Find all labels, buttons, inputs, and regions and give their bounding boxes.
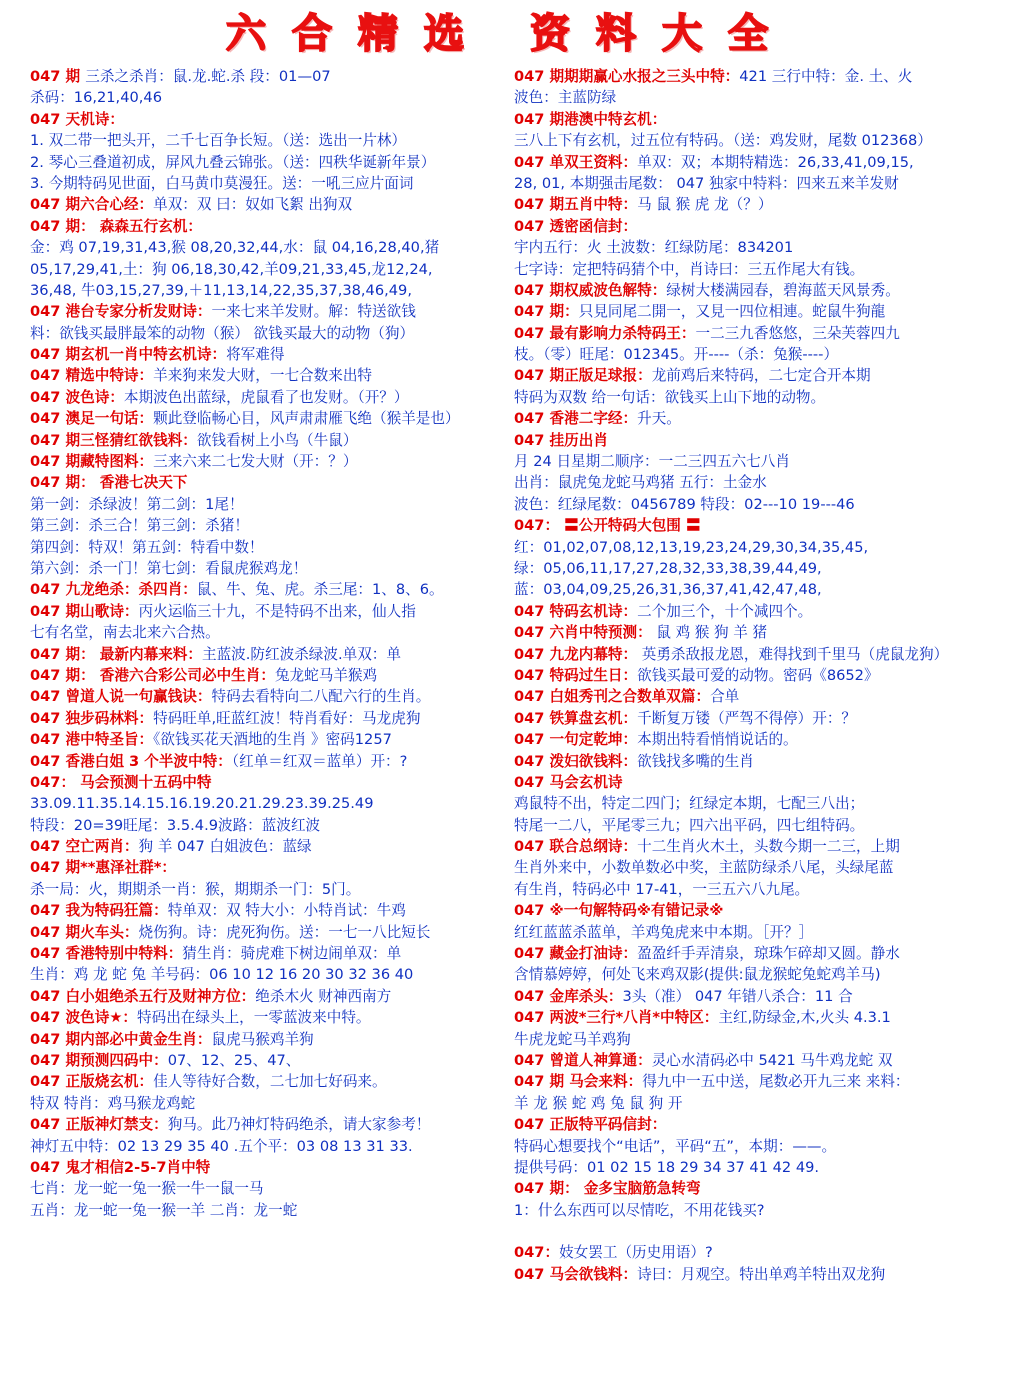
- tip-text: 颗此登临畅心目，风声肃肃雁飞绝（猴羊是也）: [153, 410, 460, 428]
- tip-line: [514, 1242, 992, 1263]
- tip-text: 欲钱找多嘴的生肖: [637, 752, 754, 770]
- tip-heading: 047 特码玄机诗：: [514, 602, 638, 620]
- tip-text: 灵心水清码必中 5421 马牛鸡龙蛇 双: [651, 1051, 893, 1069]
- tip-text: 升天。: [637, 410, 681, 428]
- tip-heading: 047 六肖中特预测：: [514, 624, 652, 642]
- tip-heading: 047 白姐秀刊之合数单双篇：: [514, 688, 711, 706]
- tip-heading: 047 期期期赢心水报之三头中特：: [514, 68, 740, 85]
- tip-line: [514, 622, 992, 643]
- tip-line: [30, 323, 502, 344]
- tip-text: 牛虎龙蛇马羊鸡狗: [514, 1030, 631, 1048]
- tip-heading: 047 波色诗：: [30, 388, 124, 406]
- tip-text: 一来七来羊发财。解：特送欲钱: [211, 303, 416, 321]
- tip-text: 鼠、牛、兔、虎。杀三尾：1、8、6。: [196, 581, 444, 599]
- tip-line: [514, 686, 992, 707]
- tip-line: [30, 1178, 502, 1199]
- tip-line: [30, 922, 502, 943]
- tip-heading: 047 曾道人神算通：: [514, 1051, 652, 1069]
- tip-text: 金：鸡 07,19,31,43,猴 08,20,32,44,水：鼠 04,16,28,40,猪: [30, 239, 440, 257]
- tip-heading: 047 ※一句解特码※有错记录※: [514, 902, 724, 920]
- tip-heading: 047 澳足一句话：: [30, 410, 154, 428]
- tip-text: 枝。（零）旺尾：012345。开----（杀：兔猴----）: [514, 346, 839, 364]
- tip-line: [514, 1200, 992, 1221]
- tip-line: [30, 365, 502, 386]
- tip-line: [30, 1200, 502, 1221]
- tip-heading: 047 期正版足球报：: [514, 367, 652, 385]
- tip-text: 妓女罢工（历史用语）?: [559, 1244, 713, 1262]
- tip-line: [30, 793, 502, 814]
- tip-line: [514, 857, 992, 878]
- tip-text: 波色：红绿尾数：0456789 特段：02---10 19---46: [514, 495, 855, 513]
- tip-line: [30, 686, 502, 707]
- tip-text: 主蓝波.防红波杀绿波.单双：单: [201, 645, 401, 663]
- tip-line: [514, 729, 992, 750]
- tip-line: [30, 1007, 502, 1028]
- tip-heading: 047 鬼才相信2-5-7肖中特: [30, 1158, 211, 1176]
- tip-heading: 047 马会欲钱料：: [514, 1265, 638, 1283]
- tip-heading: 047 香港特别中特料：: [30, 945, 183, 963]
- tip-text: 狗马。此乃神灯特码绝杀，请大家参考！: [167, 1116, 431, 1134]
- tip-heading: 047 期六合心经：: [30, 196, 154, 214]
- tip-line: [514, 751, 992, 772]
- tip-text: 33.09.11.35.14.15.16.19.20.21.29.23.39.25.49: [30, 795, 374, 813]
- tip-heading: 047 期港澳中特玄机：: [514, 110, 667, 128]
- tip-heading: 047 期火车头：: [30, 923, 139, 941]
- tip-text: 诗曰：月观空。特出单鸡羊特出双龙狗: [637, 1265, 886, 1283]
- tip-heading: 047 期： 森森五行玄机：: [30, 217, 202, 235]
- tip-text: 含情慕婷婷，何处飞来鸡双影(提供:鼠龙猴蛇兔蛇鸡羊马): [514, 966, 881, 984]
- tip-text: 本期波色出蓝绿，虎鼠看了也发财。（开？）: [123, 388, 409, 406]
- tip-text: 生肖：鸡 龙 蛇 兔 羊号码：06 10 12 16 20 30 32 36 40: [30, 966, 414, 984]
- tip-line: [514, 537, 992, 558]
- tip-text: 421 三行中特：金. 土、火: [739, 68, 913, 85]
- tip-text: 蓝：03,04,09,25,26,31,36,37,41,42,47,48,: [514, 581, 822, 599]
- tip-text: 特码为双数 给一句话：欲钱买上山下地的动物。: [514, 388, 826, 406]
- tip-heading: 047 泼妇欲钱料：: [514, 752, 638, 770]
- tip-line: [30, 665, 502, 686]
- tip-line: [514, 879, 992, 900]
- tip-heading: 047 期： 最新内幕来料：: [30, 645, 202, 663]
- tip-line: [30, 387, 502, 408]
- tip-line: [514, 194, 992, 215]
- tip-text: 欲钱看树上小鸟（牛鼠）: [196, 431, 358, 449]
- tip-line: [30, 515, 502, 536]
- tip-line: [30, 622, 502, 643]
- left-column: [30, 66, 502, 1384]
- tip-text: 1：什么东西可以尽情吃，不用花钱买?: [514, 1201, 765, 1219]
- tip-line: [514, 430, 992, 451]
- tip-line: [514, 1157, 992, 1178]
- tip-text: 三来六来二七发大财（开：？）: [153, 453, 358, 471]
- tip-text: 第四剑：特双！第五剑：特看中数！: [30, 538, 264, 556]
- tip-heading: 047 期五肖中特：: [514, 196, 638, 214]
- tip-heading: 047 期权威波色解特：: [514, 281, 667, 299]
- tip-text: 鼠 鸡 猴 狗 羊 猪: [651, 624, 768, 642]
- tip-heading: 047 期： 金多宝脑筋急转弯: [514, 1180, 701, 1198]
- tip-text: 七字诗：定把特码猜个中，肖诗曰：三五作尾大有钱。: [514, 260, 865, 278]
- tip-text: 《欲钱买花天酒地的生肖 》密码1257: [153, 731, 392, 749]
- tip-line: [30, 301, 502, 322]
- tip-text: 特段：20=39旺尾：3.5.4.9波路：蓝波红波: [30, 816, 321, 834]
- tip-text: 七有名堂，南去北来六合热。: [30, 624, 220, 642]
- tip-line: [30, 259, 502, 280]
- tip-line: [30, 857, 502, 878]
- tip-heading: 047 期 马会来料：: [514, 1073, 643, 1091]
- tip-heading: 047 曾道人说一句赢钱诀：: [30, 688, 212, 706]
- tip-line: [514, 1029, 992, 1050]
- tip-line: [514, 943, 992, 964]
- tip-text: 七肖：龙一蛇一兔一猴一牛一鼠一马: [30, 1180, 264, 1198]
- tip-line: [30, 644, 502, 665]
- tip-heading: 047 期内部必中黄金生肖：: [30, 1030, 212, 1048]
- tip-heading: 047 香港白姐 3 个半波中特：: [30, 752, 232, 770]
- tip-text: 月 24 日星期二顺序：一二三四五六七八肖: [514, 453, 790, 471]
- tip-heading: 047 特码过生日：: [514, 666, 638, 684]
- tip-line: [30, 472, 502, 493]
- tip-line: [514, 259, 992, 280]
- tip-line: [514, 451, 992, 472]
- tip-line: [514, 579, 992, 600]
- tip-text: 特码去看特向二八配六行的生肖。: [211, 688, 431, 706]
- tip-line: [30, 601, 502, 622]
- tip-heading: 047 期预测四码中：: [30, 1051, 168, 1069]
- tip-line: [514, 1114, 992, 1135]
- tip-line: [30, 815, 502, 836]
- tip-heading: 047 精选中特诗：: [30, 367, 154, 385]
- tip-text: 料：欲钱买最胖最笨的动物（猴） 欲钱买最大的动物（狗）: [30, 324, 415, 342]
- tip-line: [514, 1221, 992, 1242]
- tip-line: [514, 494, 992, 515]
- tip-text: 绿树大楼满园春，碧海蓝天风景秀。: [666, 281, 900, 299]
- tip-line: [514, 815, 992, 836]
- tip-line: [514, 1007, 992, 1028]
- tip-heading: 047 白小姐绝杀五行及财神方位：: [30, 987, 256, 1005]
- tip-line: [30, 900, 502, 921]
- tip-text: 第三剑：杀三合！第三剑：杀猪！: [30, 517, 249, 535]
- tip-text: 千断复万镂（严驾不得停）开：？: [637, 709, 857, 727]
- tip-text: 龙前鸡后来特码，二七定合开本期: [651, 367, 871, 385]
- tip-line: [30, 451, 502, 472]
- tip-heading: 047 马会玄机诗: [514, 773, 623, 791]
- tip-text: 欲钱买最可爱的动物。密码《8652》: [637, 666, 879, 684]
- tip-text: 狗 羊 047 白姐波色：蓝绿: [138, 838, 312, 856]
- tip-heading: 047： 马会预测十五码中特: [30, 773, 212, 791]
- tip-line: [30, 964, 502, 985]
- tip-line: [30, 751, 502, 772]
- tip-line: [514, 558, 992, 579]
- tip-text: 一二三九香悠悠，三朵芙蓉四九: [695, 324, 900, 342]
- tip-line: [30, 66, 502, 87]
- tip-line: [514, 922, 992, 943]
- tip-text: 合单: [710, 688, 740, 706]
- tip-text: 生肖外来中，小数单数必中奖，主蓝防绿杀八尾，头绿尾蓝: [514, 859, 894, 877]
- tip-text: 杀一局：火，期期杀一肖：猴，期期杀一门：5门。: [30, 880, 361, 898]
- tip-text: 出肖：鼠虎兔龙蛇马鸡猪 五行：土金水: [514, 474, 767, 492]
- tip-line: [514, 344, 992, 365]
- tip-heading: 047 正版神灯禁支：: [30, 1116, 168, 1134]
- tip-text: 佳人等待好合数，二七加七好码来。: [153, 1073, 387, 1091]
- tip-line: [514, 601, 992, 622]
- tip-line: [514, 900, 992, 921]
- tip-text: 英勇杀敌报龙恩，难得找到千里马（虎鼠龙狗）: [637, 645, 949, 663]
- tip-line: [30, 836, 502, 857]
- tip-text: 盈盈纤手弄清泉，琼珠乍碎却又圆。静水: [637, 945, 900, 963]
- tip-line: [30, 109, 502, 130]
- tip-text: 红：01,02,07,08,12,13,19,23,24,29,30,34,35,45,: [514, 538, 869, 556]
- tip-line: [514, 986, 992, 1007]
- tip-line: [514, 216, 992, 237]
- tip-text: 绿：05,06,11,17,27,28,32,33,38,39,44,49,: [514, 559, 822, 577]
- tip-text: 3头（准） 047 年错八杀合：11 合: [622, 987, 853, 1005]
- tip-line: [30, 708, 502, 729]
- tip-line: [30, 1114, 502, 1135]
- tip-text: 05,17,29,41,土：狗 06,18,30,42,羊09,21,33,45,龙12,24,: [30, 260, 433, 278]
- tip-text: 特码出在绿头上，一零蓝波来中特。: [137, 1009, 371, 1027]
- tip-line: [514, 387, 992, 408]
- tip-text: 特码旺单,旺蓝红波！特肖看好：马龙虎狗: [153, 709, 421, 727]
- tip-text: 马 鼠 猴 虎 龙（？）: [637, 196, 773, 214]
- tip-line: [30, 494, 502, 515]
- tip-text: 28, 01, 本期强击尾数： 047 独家中特料：四来五来羊发财: [514, 174, 899, 192]
- tip-text: 单双：双 曰：奴如飞絮 出狗双: [153, 196, 353, 214]
- page-title: 六合精选 资料大全: [226, 10, 794, 57]
- tip-heading: 047 期: [30, 68, 86, 85]
- tip-heading: 047 正版特平码信封：: [514, 1116, 667, 1134]
- tip-heading: 047 我为特码狂篇：: [30, 902, 168, 920]
- tip-line: [514, 472, 992, 493]
- tip-text: 07、12、25、47、: [167, 1051, 301, 1069]
- tip-line: [30, 1071, 502, 1092]
- tip-text: 红红蓝蓝杀蓝单，羊鸡兔虎来中本期。［开？］: [514, 923, 814, 941]
- tip-line: [514, 515, 992, 536]
- tip-line: [30, 173, 502, 194]
- tip-line: [514, 1093, 992, 1114]
- tip-text: 丙火运临三十九，不是特码不出来，仙人指: [138, 602, 416, 620]
- tip-line: [30, 1093, 502, 1114]
- tip-heading: 047 期玄机一肖中特玄机诗：: [30, 346, 227, 364]
- tip-text: 烧伤狗。诗：虎死狗伤。送：一七一八比短长: [138, 923, 431, 941]
- tip-line: [30, 537, 502, 558]
- tip-heading: 047 期：: [514, 303, 579, 321]
- tip-text: 三八上下有玄机，过五位有特码。（送：鸡发财，尾数 012368）: [514, 132, 932, 150]
- tip-text: 36,48, 牛03,15,27,39,＋11,13,14,22,35,37,38,46,49,: [30, 281, 412, 299]
- tip-line: [514, 109, 992, 130]
- tip-text: 绝杀木火 财神西南方: [255, 987, 392, 1005]
- tip-heading: 047 期： 香港六合彩公司必中生肖：: [30, 666, 275, 684]
- tip-line: [30, 1050, 502, 1071]
- tip-heading: 047 港中特圣旨：: [30, 731, 154, 749]
- tip-line: [30, 237, 502, 258]
- tip-heading: 047 期藏特图料：: [30, 453, 154, 471]
- tip-heading: 047 期三怪猜红欲钱料：: [30, 431, 197, 449]
- tip-line: [514, 87, 992, 108]
- tip-line: [514, 644, 992, 665]
- tip-text: 杀码：16,21,40,46: [30, 89, 162, 107]
- tip-line: [30, 986, 502, 1007]
- tip-line: [514, 152, 992, 173]
- tip-text: 3. 今期特码见世面，白马黄巾莫漫狂。送：一吼三应片面词: [30, 174, 414, 192]
- tip-heading: 047 藏金打油诗：: [514, 945, 638, 963]
- tip-line: [514, 1136, 992, 1157]
- tip-text: 十二生肖火木土，头数今期一二三，上期: [637, 838, 900, 856]
- tip-heading: 047 天机诗：: [30, 110, 124, 128]
- tip-line: [30, 216, 502, 237]
- tip-heading: 047 香港二字经：: [514, 410, 638, 428]
- tip-line: [514, 964, 992, 985]
- tip-heading: 047 正版烧玄机：: [30, 1073, 154, 1091]
- tip-text: 特码心想要找个“电话”，平码“五”，本期：——。: [514, 1137, 837, 1155]
- tip-heading: 047 最有影响力杀特码王：: [514, 324, 696, 342]
- tip-heading: 047 期： 香港七决天下: [30, 474, 188, 492]
- tip-text: 将军难得: [226, 346, 285, 364]
- tip-text: 提供号码：01 02 15 18 29 34 37 41 42 49.: [514, 1158, 820, 1176]
- tip-text: 羊 龙 猴 蛇 鸡 兔 鼠 狗 开: [514, 1094, 683, 1112]
- tip-text: 只見同尾二開一，又見一四位相連。蛇鼠牛狗龍: [578, 303, 886, 321]
- tip-text: 特双 特肖：鸡马猴龙鸡蛇: [30, 1094, 196, 1112]
- right-column: [514, 66, 992, 1384]
- tip-text: 特单双：双 特大小：小特肖试：牛鸡: [167, 902, 406, 920]
- tip-text: 得九中一五中送，尾数必开九三来 来料：: [642, 1073, 910, 1091]
- tip-line: [514, 836, 992, 857]
- tip-line: [514, 301, 992, 322]
- tip-text: 2. 琴心三叠道初成，屏风九叠云锦张。（送：四秩华诞新年景）: [30, 153, 436, 171]
- tip-line: [30, 943, 502, 964]
- tip-line: [514, 1050, 992, 1071]
- tip-heading: 047 港台专家分析发财诗：: [30, 303, 212, 321]
- tip-text: 1. 双二带一把头开，二千七百争长短。（送：选出一片林）: [30, 132, 407, 150]
- tip-line: [30, 879, 502, 900]
- tip-heading: 047 期山歌诗：: [30, 602, 139, 620]
- tip-heading: 047 一句定乾坤：: [514, 731, 638, 749]
- tip-text: 第一剑：杀绿波！第二剑：1尾！: [30, 495, 244, 513]
- tip-line: [30, 1136, 502, 1157]
- tip-line: [30, 558, 502, 579]
- tip-text: 二个加三个，十个减四个。: [637, 602, 813, 620]
- tip-line: [30, 194, 502, 215]
- tip-heading: 047 透密函信封：: [514, 217, 638, 235]
- tip-heading: 047 九龙绝杀：杀四肖：: [30, 581, 197, 599]
- tip-line: [514, 665, 992, 686]
- tip-line: [30, 130, 502, 151]
- tip-text: 兔龙蛇马羊猴鸡: [274, 666, 378, 684]
- tip-line: [514, 408, 992, 429]
- tip-line: [30, 280, 502, 301]
- tip-line: [30, 87, 502, 108]
- tip-line: [514, 1178, 992, 1199]
- tip-heading: 047 两波*三行*八肖*中特区：: [514, 1009, 719, 1027]
- tip-text: 鼠虎马猴鸡羊狗: [211, 1030, 314, 1048]
- tip-line: [514, 237, 992, 258]
- tip-text: 鸡鼠特不出，特定二四门；红绿定本期，七配三八出；: [514, 795, 865, 813]
- tip-line: [30, 729, 502, 750]
- tip-heading: 047：: [514, 1244, 560, 1262]
- tip-line: [514, 1071, 992, 1092]
- tip-heading: 047 九龙内幕特：: [514, 645, 638, 663]
- tip-line: [30, 152, 502, 173]
- tip-heading: 047 期**惠泽社群*：: [30, 859, 177, 877]
- tip-line: [514, 173, 992, 194]
- tip-line: [30, 1029, 502, 1050]
- tip-text: 三杀之杀肖：鼠.龙.蛇.杀 段：01—07: [85, 68, 331, 85]
- tip-line: [30, 430, 502, 451]
- tip-line: [514, 365, 992, 386]
- tip-line: [30, 1157, 502, 1178]
- tip-text: 神灯五中特：02 13 29 35 40 .五个平：03 08 13 31 33.: [30, 1137, 413, 1155]
- tip-text: 波色：主蓝防绿: [514, 89, 617, 107]
- tip-text: 有生肖，特码必中 17-41，一三五六八九尾。: [514, 880, 810, 898]
- tip-heading: 047 独步码林料：: [30, 709, 154, 727]
- tip-text: 第六剑：杀一门！第七剑：看鼠虎猴鸡龙！: [30, 559, 308, 577]
- tip-heading: 047 联合总纲诗：: [514, 838, 638, 856]
- tip-line: [30, 579, 502, 600]
- tip-line: [514, 280, 992, 301]
- tip-heading: 047 挂历出肖: [514, 431, 608, 449]
- tip-text: （红单＝红双＝蓝单）开：?: [231, 752, 408, 770]
- tip-heading: 047 波色诗★：: [30, 1009, 138, 1027]
- tip-line: [514, 793, 992, 814]
- tip-line: [514, 708, 992, 729]
- tip-line: [30, 408, 502, 429]
- tip-heading: 047 单双王资料：: [514, 153, 638, 171]
- tip-line: [514, 772, 992, 793]
- tip-heading: 047 金库杀头：: [514, 987, 623, 1005]
- tip-text: 五肖：龙一蛇一兔一猴一羊 二肖：龙一蛇: [30, 1201, 298, 1219]
- tip-line: [514, 1264, 992, 1285]
- tip-line: [30, 772, 502, 793]
- tip-text: 宇内五行：火 土波数：红绿防尾：834201: [514, 239, 794, 257]
- tip-text: 本期出特看悄悄说话的。: [637, 731, 798, 749]
- tip-line: [514, 323, 992, 344]
- tip-text: 特尾一二八，平尾零三九；四六出平码，四七组特码。: [514, 816, 865, 834]
- tip-text: 主红,防绿金,木,火头 4.3.1: [718, 1009, 891, 1027]
- tip-heading: 047： 〓公开特码大包围 〓: [514, 517, 701, 535]
- tip-text: 单双：双；本期特精选：26,33,41,09,15,: [637, 153, 914, 171]
- tip-line: [514, 130, 992, 151]
- tip-heading: 047 铁算盘玄机：: [514, 709, 638, 727]
- tip-text: 猜生肖：骑虎难下树边闹单双：单: [182, 945, 402, 963]
- tip-text: 羊来狗来发大财，一七合数来出特: [153, 367, 373, 385]
- tip-heading: 047 空亡两肖：: [30, 838, 139, 856]
- tip-line: [30, 344, 502, 365]
- tip-line: [514, 66, 992, 87]
